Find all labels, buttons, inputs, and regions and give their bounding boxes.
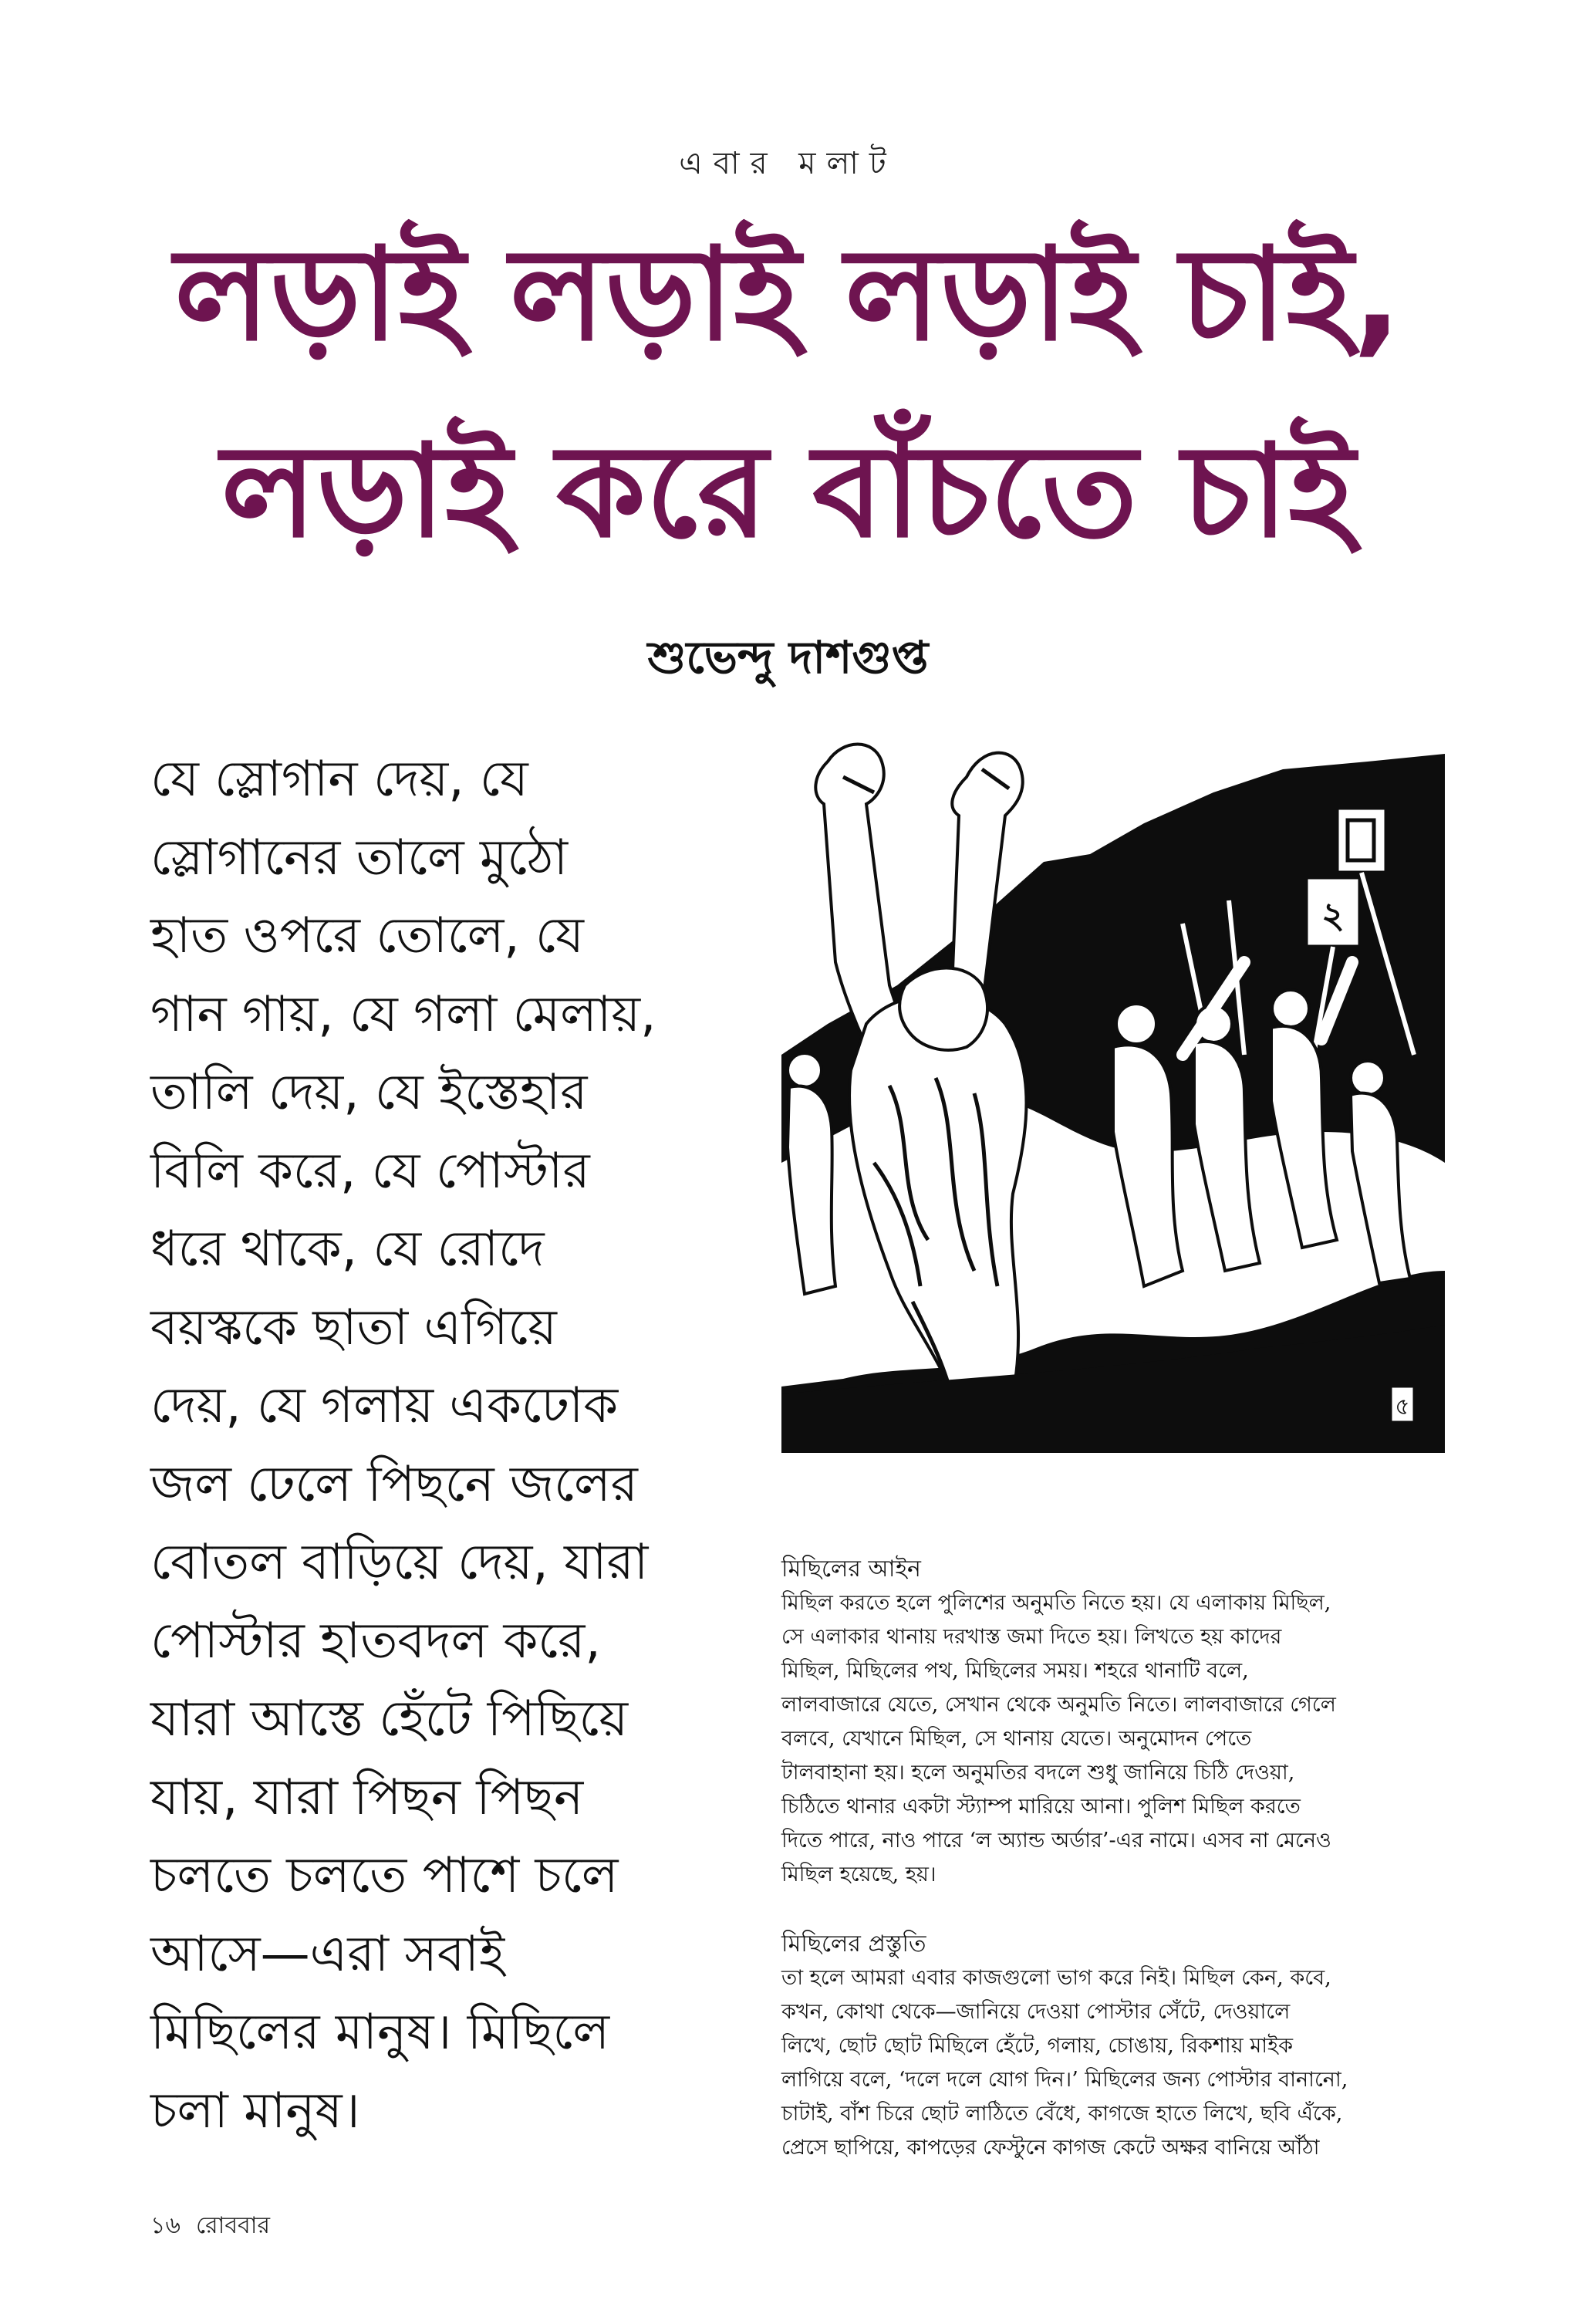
sidebar-line: কখন, কোথা থেকে—জানিয়ে দেওয়া পোস্টার সেঁটে, দেওয়ালে [781,2000,1291,2024]
lead-line: মিছিলের মানুষ। মিছিলে [150,2004,610,2061]
section-kicker: এবার মলাট [679,146,897,181]
lead-paragraph [150,741,768,2150]
sidebar-heading: মিছিলের আইন [781,1556,921,1583]
sidebar-line: মিছিল করতে হলে পুলিশের অনুমতি নিতে হয়। যে এলাকায় মিছিল, [781,1591,1331,1615]
artist-mark: ৫ [1395,1393,1410,1420]
sidebar-line: চিঠিতে থানার একটা স্ট্যাম্প মারিয়ে আনা। পুলিশ মিছিল করতে [781,1795,1301,1819]
headline-line-2: লড়াই করে বাঁচতে চাই [221,417,1355,566]
procession-woodcut-illustration [781,731,1445,1453]
lead-line: যায়, যারা পিছন পিছন [150,1768,584,1826]
lead-line: হাত ওপরে তোলে, যে [150,907,584,964]
sidebar-line: তা হলে আমরা এবার কাজগুলো ভাগ করে নিই। মিছিল কেন, কবে, [781,1966,1331,1990]
sidebar-line: চাটাই, বাঁশ চিরে ছোট লাঠিতে বেঁধে, কাগজে হাতে লিখে, ছবি এঁকে, [781,2102,1343,2126]
sidebar-procession-law [781,1552,1453,1892]
sidebar-line: লালবাজারে যেতে, সেখান থেকে অনুমতি নিতে। লালবাজারে গেলে [781,1693,1336,1717]
sidebar-heading: মিছিলের প্রস্তুতি [781,1930,926,1957]
lead-line: গান গায়, যে গলা মেলায়, [150,985,656,1043]
sidebar-line: লাগিয়ে বলে, ‘দলে দলে যোগ দিন।’ মিছিলের জন্য পোস্টার বানানো, [781,2068,1348,2092]
sidebar-line: মিছিল হয়েছে, হয়। [781,1863,936,1887]
sidebar-line: সে এলাকার থানায় দরখাস্ত জমা দিতে হয়। লিখতে হয় কাদের [781,1625,1282,1649]
lead-line: চলতে চলতে পাশে চলে [150,1847,619,1904]
sidebar-procession-preparation [781,1927,1453,2165]
lead-line: যারা আস্তে হেঁটে পিছিয়ে [150,1691,629,1748]
lead-line: তালি দেয়, যে ইস্তেহার [150,1064,588,1121]
sidebar-line: লিখে, ছোট ছোট মিছিলে হেঁটে, গলায়, চোঙায়, রিকশায় মাইক [781,2034,1293,2058]
lead-line: জল ঢেলে পিছনে জলের [150,1455,638,1513]
lead-line: বয়স্ককে ছাতা এগিয়ে [150,1299,557,1356]
placard-letter: ২ [1321,894,1345,936]
sidebar-line: দিতে পারে, নাও পারে ‘ল অ্যান্ড অর্ডার’-এর নামে। এসব না মেনেও [781,1829,1331,1853]
lead-line: দেয়, যে গলায় একঢোক [150,1377,619,1434]
lead-line: আসে—এরা সবাই [150,1925,505,1983]
lead-line: পোস্টার হাতবদল করে, [150,1612,601,1670]
lead-line: বোতল বাড়িয়ে দেয়, যারা [150,1534,649,1591]
sidebar-line: প্রেসে ছাপিয়ে, কাপড়ের ফেস্টুনে কাগজ কেটে অক্ষর বানিয়ে আঁঠা [781,2136,1320,2160]
author-byline: শুভেন্দু দাশগুপ্ত [647,631,929,684]
page-footer [150,2207,285,2246]
headline-line-1: লড়াই লড়াই লড়াই চাই, [174,221,1402,370]
sidebar-line: টালবাহানা হয়। হলে অনুমতির বদলে শুধু জানিয়ে চিঠি দেওয়া, [781,1761,1295,1785]
lead-line: বিলি করে, যে পোস্টার [150,1142,590,1200]
sidebar-line: বলবে, যেখানে মিছিল, সে থানায় যেতে। অনুমোদন পেতে [781,1727,1252,1751]
magazine-name: রোববার [195,2212,270,2239]
lead-line: যে স্লোগান দেয়, যে [150,751,528,808]
lead-line: চলা মানুষ। [150,2082,360,2140]
page-number: ১৬ [150,2212,181,2239]
lead-line: ধরে থাকে, যে রোদে [150,1221,545,1278]
lead-line: স্লোগানের তালে মুঠো [150,829,569,887]
sidebar-line: মিছিল, মিছিলের পথ, মিছিলের সময়। শহরে থানাটি বলে, [781,1659,1249,1683]
